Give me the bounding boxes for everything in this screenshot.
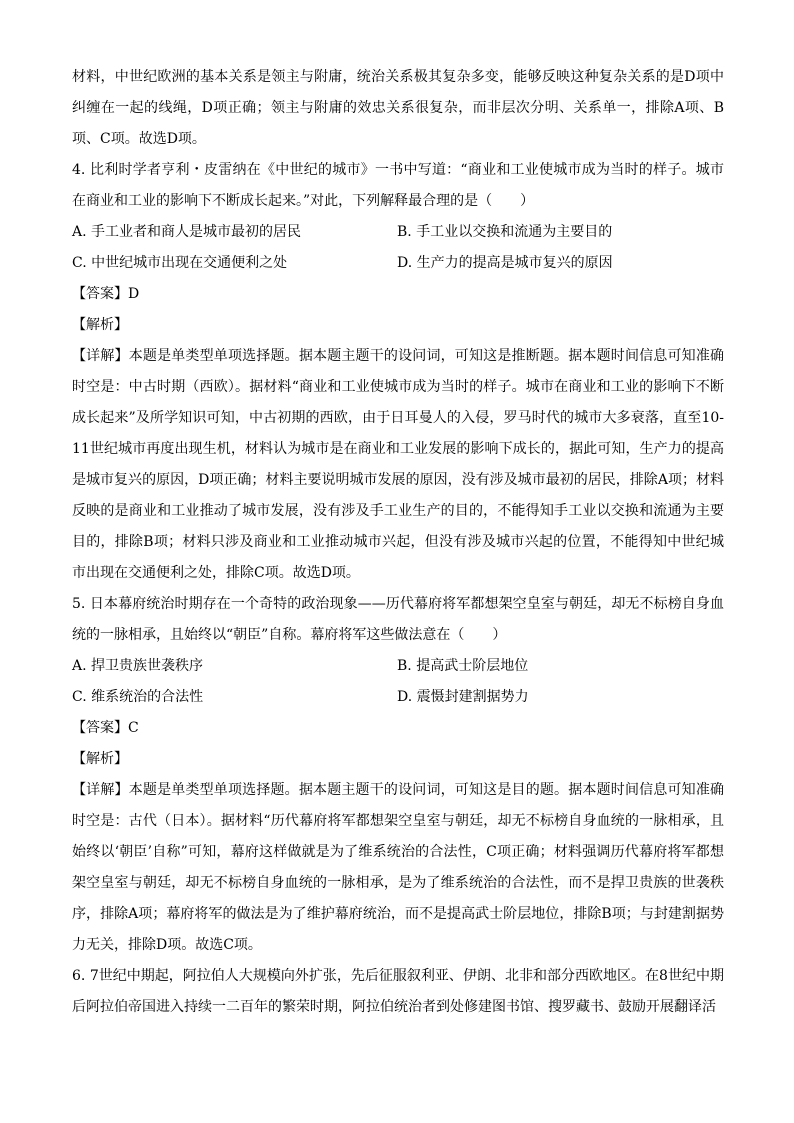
answer-line (72, 713, 724, 744)
answer-line (72, 279, 724, 310)
option-a: A. 手工业者和商人是城市最初的居民 (72, 224, 302, 240)
question-stem: 4. 比利时学者亨利・皮雷纳在《中世纪的城市》一书中写道：“商业和工业使城市成为当时的样子。城市在商业和工业的影响下不断成长起来。”对此，下列解释最合理的是（ ） (72, 162, 724, 209)
question-6-stem: 6. 7世纪中期起，阿拉伯人大规模向外扩张，先后征服叙利亚、伊朗、北非和部分西欧地区。在8世纪中期后阿拉伯帝国进入持续一二百年的繁荣时期，阿拉伯统治者到处修建图书馆、搜罗藏书、鼓励开展翻译活 (72, 968, 724, 1015)
option-c: C. 中世纪城市出现在交通便利之处 (72, 255, 288, 271)
option-c: C. 维系统治的合法性 (72, 689, 204, 705)
question-4 (72, 155, 724, 589)
answer-value: D (128, 286, 140, 302)
detail-text: 本题是单类型单项选择题。据本题主题干的设问词，可知这是推断题。据本题时间信息可知准确时空是：中古时期（西欧）。据材料“商业和工业使城市成为当时的样子。城市在商业和工业的影响下不断成长起来”及所学知识可知，中古初期的西欧，由于日耳曼人的入侵，罗马时代的城市大多衰落，直至10-11世纪城市再度出现生机，材料认为城市是在商业和工业发展的影响下成长的，据此可知，生产力的提高是城市复兴的原因，D项正确；材料主要说明城市发展的原因，没有涉及城市最初的居民，排除A项；材料反映的是商业和工业推动了城市发展，没有涉及手工业生产的目的，不能得知手工业以交换和流通为主要目的，排除B项；材料只涉及商业和工业推动城市兴起，但没有涉及城市兴起的位置，不能得知中世纪城市出现在交通便利之处，排除C项。故选D项。 (72, 348, 725, 581)
detail-text: 本题是单类型单项选择题。据本题主题干的设问词，可知这是目的题。据本题时间信息可知准确时空是：古代（日本）。据材料“历代幕府将军都想架空皇室与朝廷，却无不标榜自身血统的一脉相承，且始终以‘朝臣’自称”可知，幕府这样做就是为了维系统治的合法性，C项正确；材料强调历代幕府将军都想架空皇室与朝廷，却无不标榜自身血统的一脉相承，是为了维系统治的合法性，而不是捍卫贵族的世袭秩序，排除A项；幕府将军的做法是为了维护幕府统治，而不是提高武士阶层地位，排除B项；与封建割据势力无关，排除D项。故选C项。 (72, 782, 725, 953)
detail-paragraph (72, 775, 724, 961)
question-5 (72, 589, 724, 961)
detail-tag: 【详解】 (72, 782, 129, 798)
intro-paragraph: 材料，中世纪欧洲的基本关系是领主与附庸，统治关系极其复杂多变，能够反映这种复杂关系的是D项中纠缠在一起的线绳，D项正确；领主与附庸的效忠关系很复杂，而非层次分明、关系单一，排除A项、B项、C项。故选D项。 (72, 69, 724, 147)
detail-paragraph (72, 341, 724, 589)
option-d: D. 生产力的提高是城市复兴的原因 (397, 255, 613, 271)
answer-value: C (128, 720, 139, 736)
options-grid (72, 651, 724, 713)
option-d: D. 震慑封建割据势力 (397, 689, 529, 705)
detail-tag: 【详解】 (72, 348, 129, 364)
analysis-tag: 【解析】 (72, 317, 128, 333)
option-b: B. 提高武士阶层地位 (397, 658, 529, 674)
answer-tag: 【答案】 (72, 720, 128, 736)
option-b: B. 手工业以交换和流通为主要目的 (397, 224, 613, 240)
options-grid (72, 217, 724, 279)
question-stem: 5. 日本幕府统治时期存在一个奇特的政治现象——历代幕府将军都想架空皇室与朝廷，却无不标榜自身血统的一脉相承，且始终以“朝臣”自称。幕府将军这些做法意在（ ） (72, 596, 724, 643)
analysis-tag: 【解析】 (72, 751, 128, 767)
answer-tag: 【答案】 (72, 286, 128, 302)
option-a: A. 捍卫贵族世袭秩序 (72, 658, 204, 674)
document-page (72, 62, 724, 1023)
